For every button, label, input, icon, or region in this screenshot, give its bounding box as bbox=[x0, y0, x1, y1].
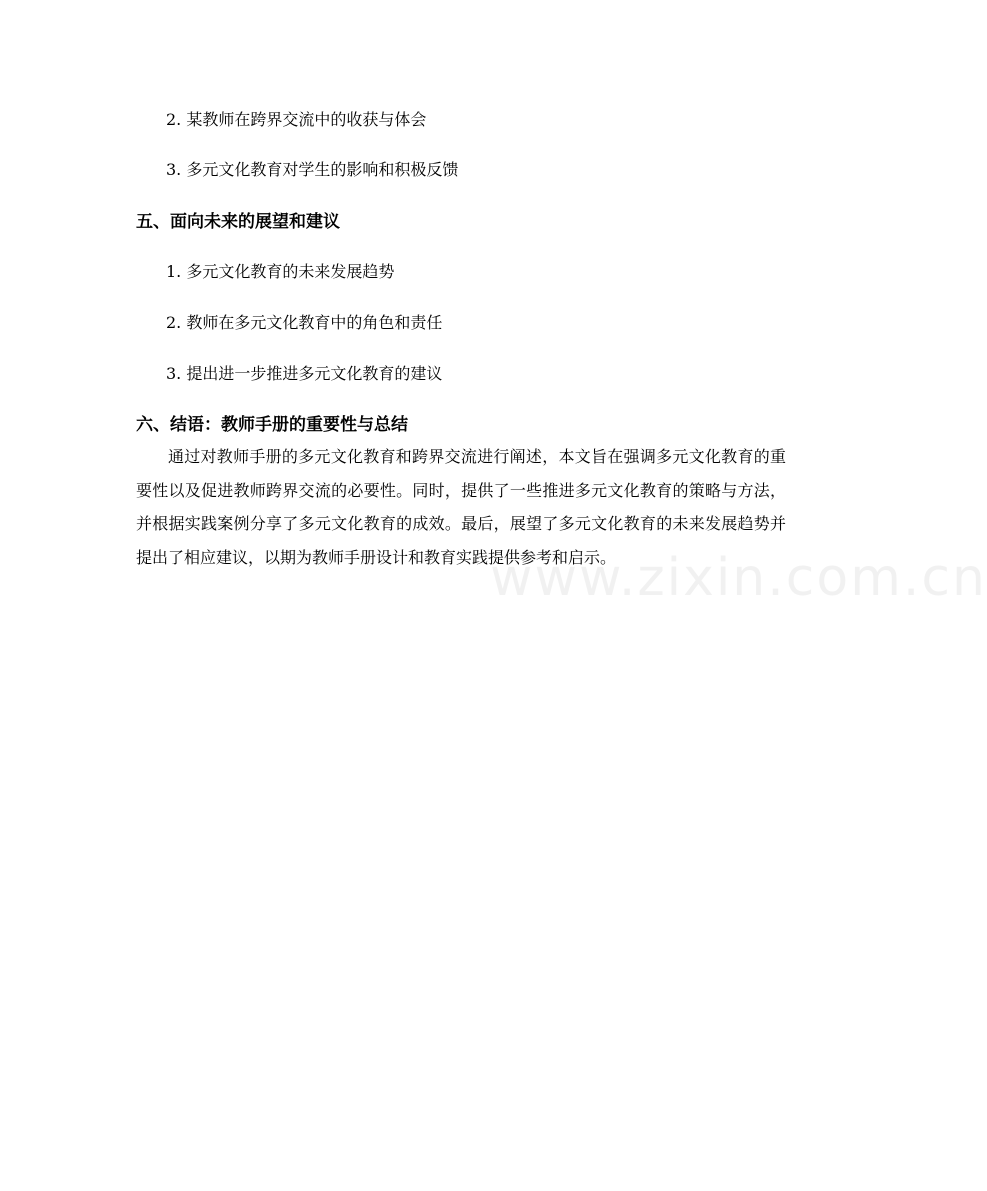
list-item: 2. 教师在多元文化教育中的角色和责任 bbox=[166, 313, 443, 332]
section-heading: 六、结语：教师手册的重要性与总结 bbox=[136, 415, 408, 435]
section-heading: 五、面向未来的展望和建议 bbox=[136, 212, 340, 232]
list-item: 3. 多元文化教育对学生的影响和积极反馈 bbox=[166, 160, 459, 179]
list-item: 3. 提出进一步推进多元文化教育的建议 bbox=[166, 364, 443, 383]
conclusion-paragraph: 通过对教师手册的多元文化教育和跨界交流进行阐述，本文旨在强调多元文化教育的重要性以及促进教师跨界交流的必要性。同时，提供了一些推进多元文化教育的策略与方法，并根据实践案例分享了多元文化教育的成效。最后，展望了多元文化教育的未来发展趋势并提出了相应建议，以期为教师手册设计和教育实践提供参考和启示。 bbox=[136, 447, 786, 567]
list-item: 1. 多元文化教育的未来发展趋势 bbox=[166, 262, 395, 281]
list-item: 2. 某教师在跨界交流中的收获与体会 bbox=[166, 110, 427, 129]
watermark: www.zixin.com.cn bbox=[490, 548, 987, 608]
